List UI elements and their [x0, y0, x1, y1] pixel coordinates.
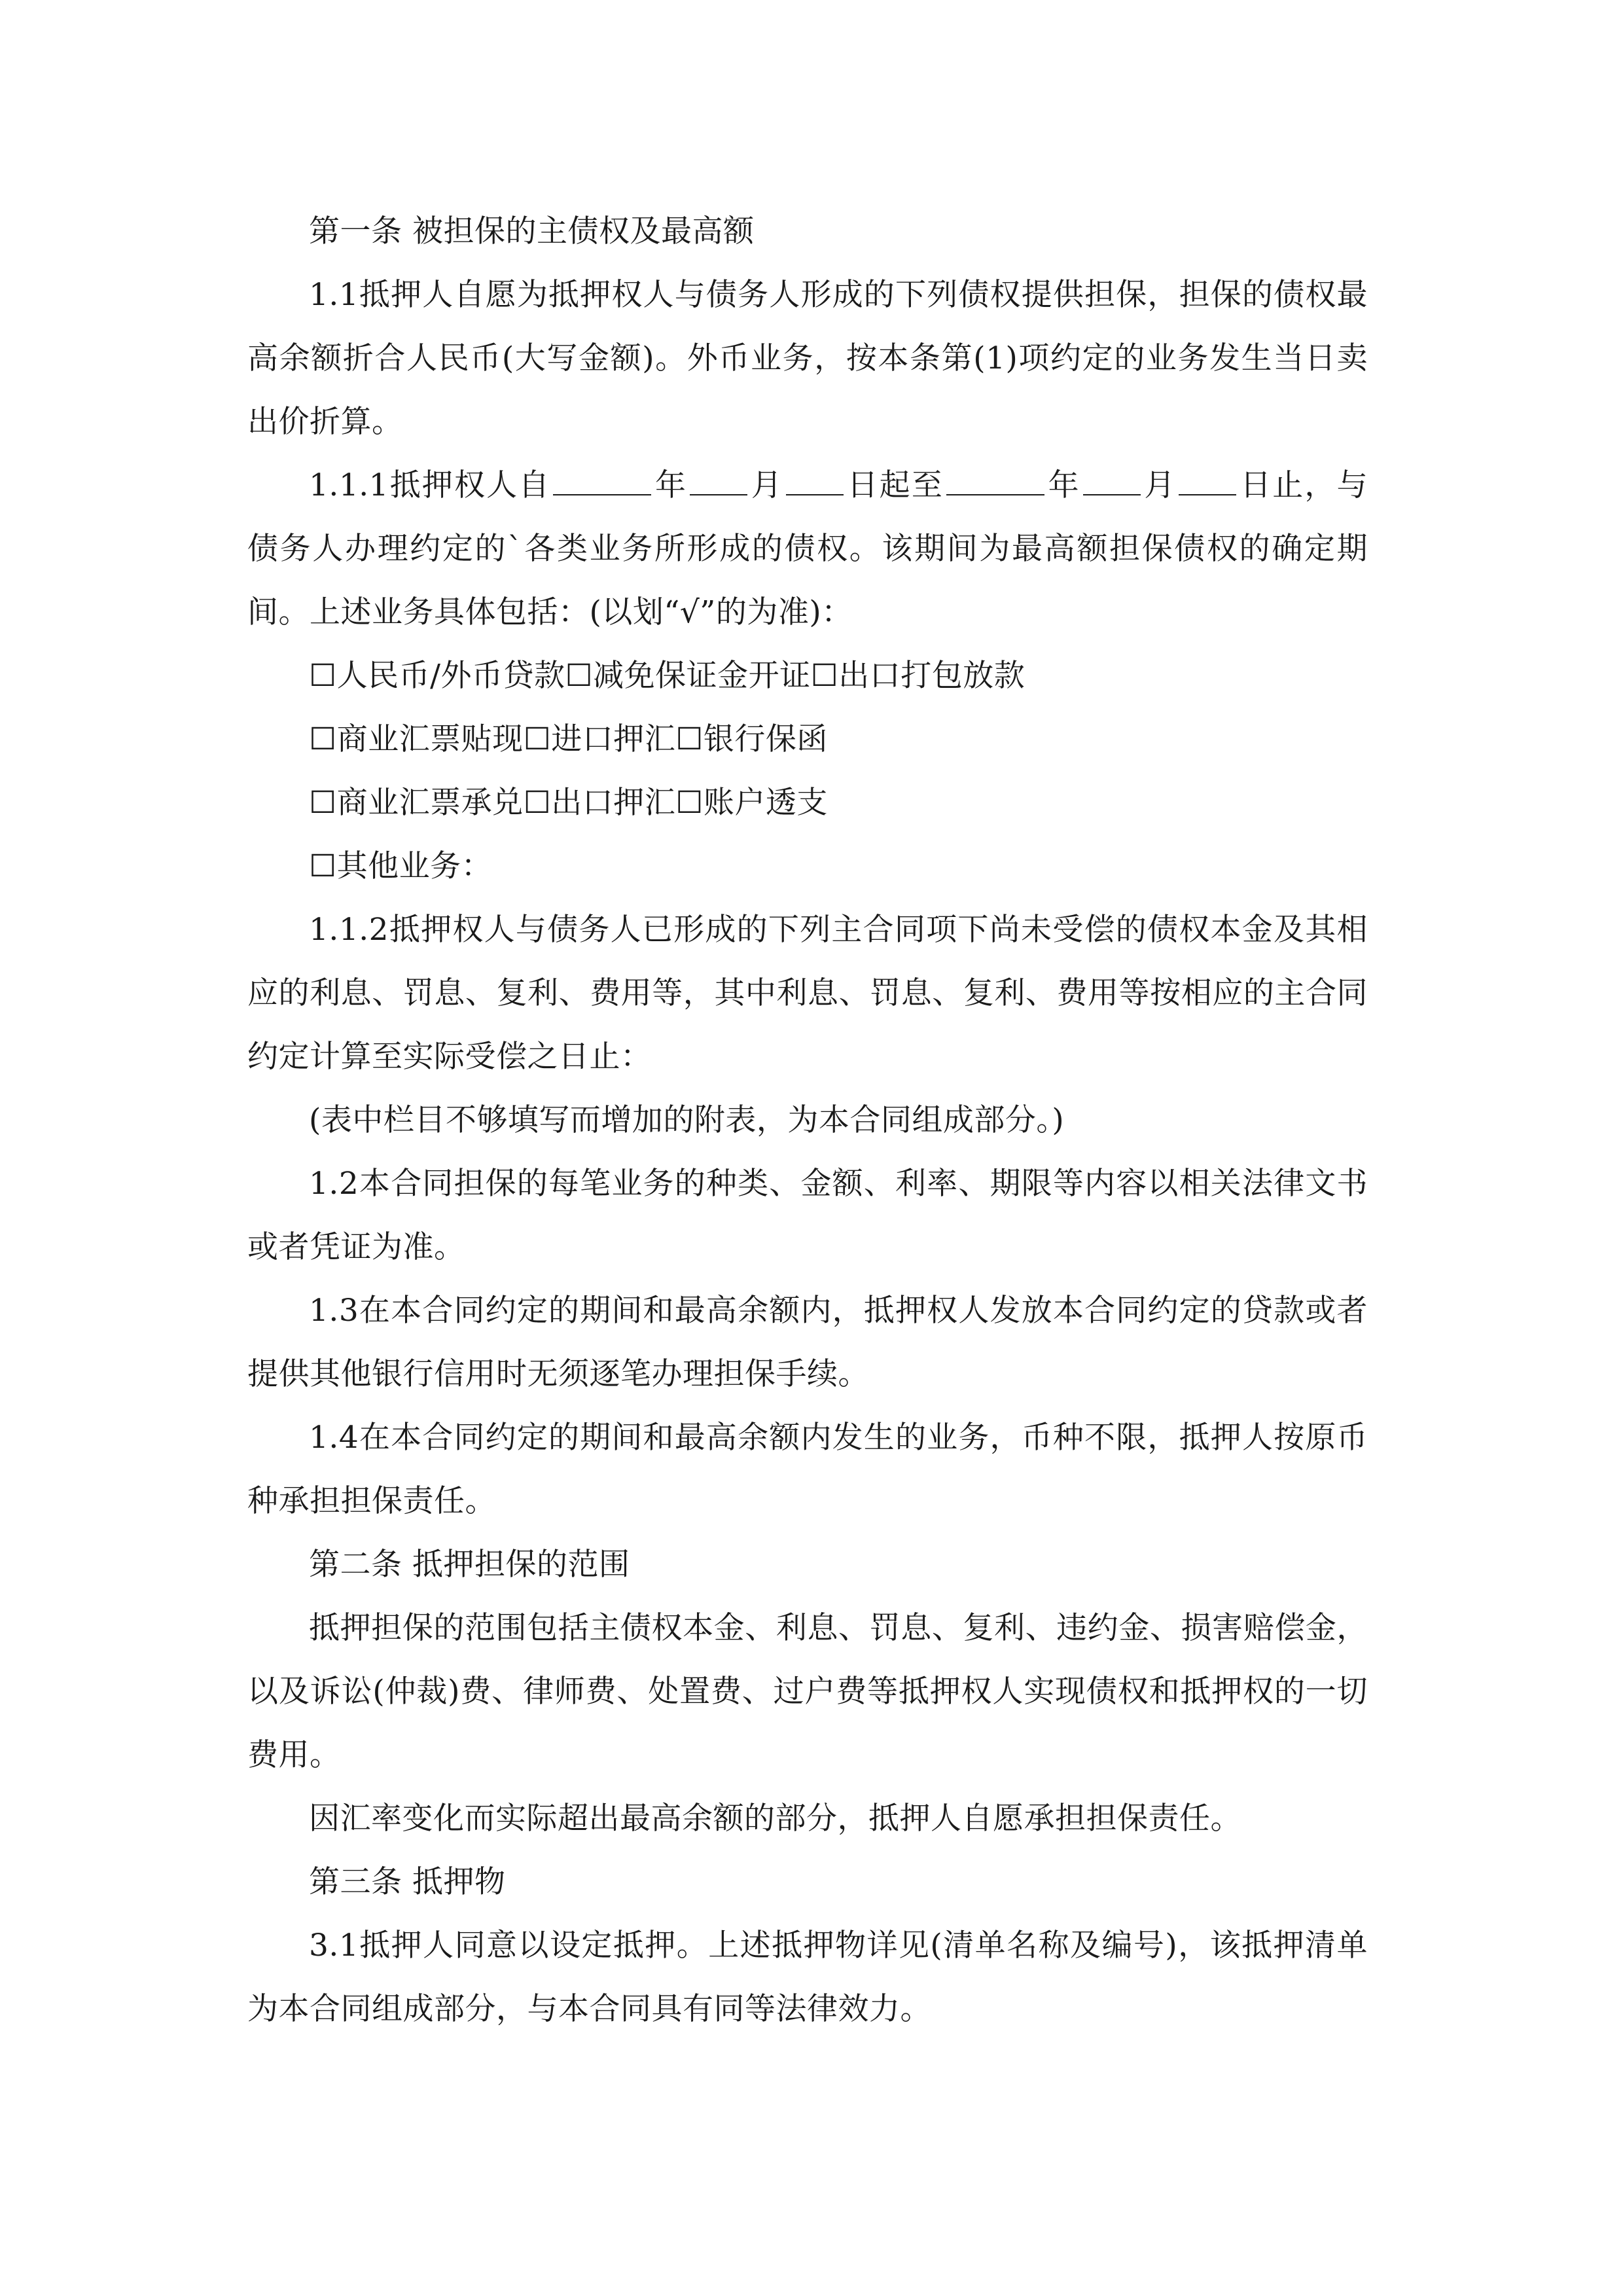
business-options-row-1: ☐人民币/外币贷款☐减免保证金开证☐出口打包放款	[309, 658, 1026, 694]
period-year-1: 年	[654, 467, 688, 503]
period-month-1: 月	[750, 467, 783, 503]
article-1-heading: 第一条 被担保的主债权及最高额	[309, 213, 755, 249]
clause-1-4: 1.4在本合同约定的期间和最高余额内发生的业务，币种不限，抵押人按原币种承担担保责任。	[247, 1420, 1368, 1519]
clause-1-2: 1.2本合同担保的每笔业务的种类、金额、利率、期限等内容以相关法律文书或者凭证为准。	[247, 1166, 1368, 1265]
blank-end-year	[946, 468, 1044, 495]
period-lead: 1.1.1抵押权人自	[309, 467, 551, 503]
clause-1-1-2: 1.1.2抵押权人与债务人已形成的下列主合同项下尚未受偿的债权本金及其相应的利息、罚息、复利、费用等，其中利息、罚息、复利、费用等按相应的主合同约定计算至实际受偿之日止：	[247, 912, 1368, 1075]
clause-3-1: 3.1抵押人同意以设定抵押。上述抵押物详见(清单名称及编号)，该抵押清单为本合同组成部分，与本合同具有同等法律效力。	[247, 1928, 1368, 2027]
clause-1-3: 1.3在本合同约定的期间和最高余额内，抵押权人发放本合同约定的贷款或者提供其他银行信用时无须逐笔办理担保手续。	[247, 1293, 1368, 1392]
business-options-row-2: ☐商业汇票贴现☐进口押汇☐银行保函	[309, 721, 828, 757]
business-options-row-4: ☐其他业务：	[309, 848, 493, 884]
blank-end-day	[1179, 468, 1236, 495]
period-month-2: 月	[1143, 467, 1177, 503]
blank-start-month	[690, 468, 747, 495]
article-2-exchange-rate: 因汇率变化而实际超出最高余额的部分，抵押人自愿承担担保责任。	[309, 1801, 1241, 1837]
article-2-scope: 抵押担保的范围包括主债权本金、利息、罚息、复利、违约金、损害赔偿金，以及诉讼(仲裁)费、律师费、处置费、过户费等抵押权人实现债权和抵押权的一切费用。	[247, 1610, 1368, 1773]
period-day-from: 日起至	[846, 467, 944, 503]
blank-start-day	[786, 468, 844, 495]
clause-1-1-1-period	[247, 454, 1368, 644]
table-note: (表中栏目不够填写而增加的附表，为本合同组成部分。)	[309, 1102, 1065, 1138]
document-body	[247, 200, 1368, 2041]
period-year-2: 年	[1046, 467, 1080, 503]
business-options-row-3: ☐商业汇票承兑☐出口押汇☐账户透支	[309, 785, 828, 821]
blank-start-year	[553, 468, 651, 495]
article-2-heading: 第二条 抵押担保的范围	[309, 1547, 630, 1583]
clause-1-1: 1.1抵押人自愿为抵押权人与债务人形成的下列债权提供担保，担保的债权最高余额折合人民币(大写金额)。外币业务，按本条第(1)项约定的业务发生当日卖出价折算。	[247, 277, 1368, 440]
blank-end-month	[1083, 468, 1141, 495]
clause-1-1-1-text: 与债务人办理约定的`各类业务所形成的债权。该期间为最高额担保债权的确定期间。上述业务具体包括：(以划“√”的为准)：	[247, 467, 1368, 630]
period-day-to: 日止，	[1239, 467, 1337, 503]
article-3-heading: 第三条 抵押物	[309, 1864, 506, 1900]
